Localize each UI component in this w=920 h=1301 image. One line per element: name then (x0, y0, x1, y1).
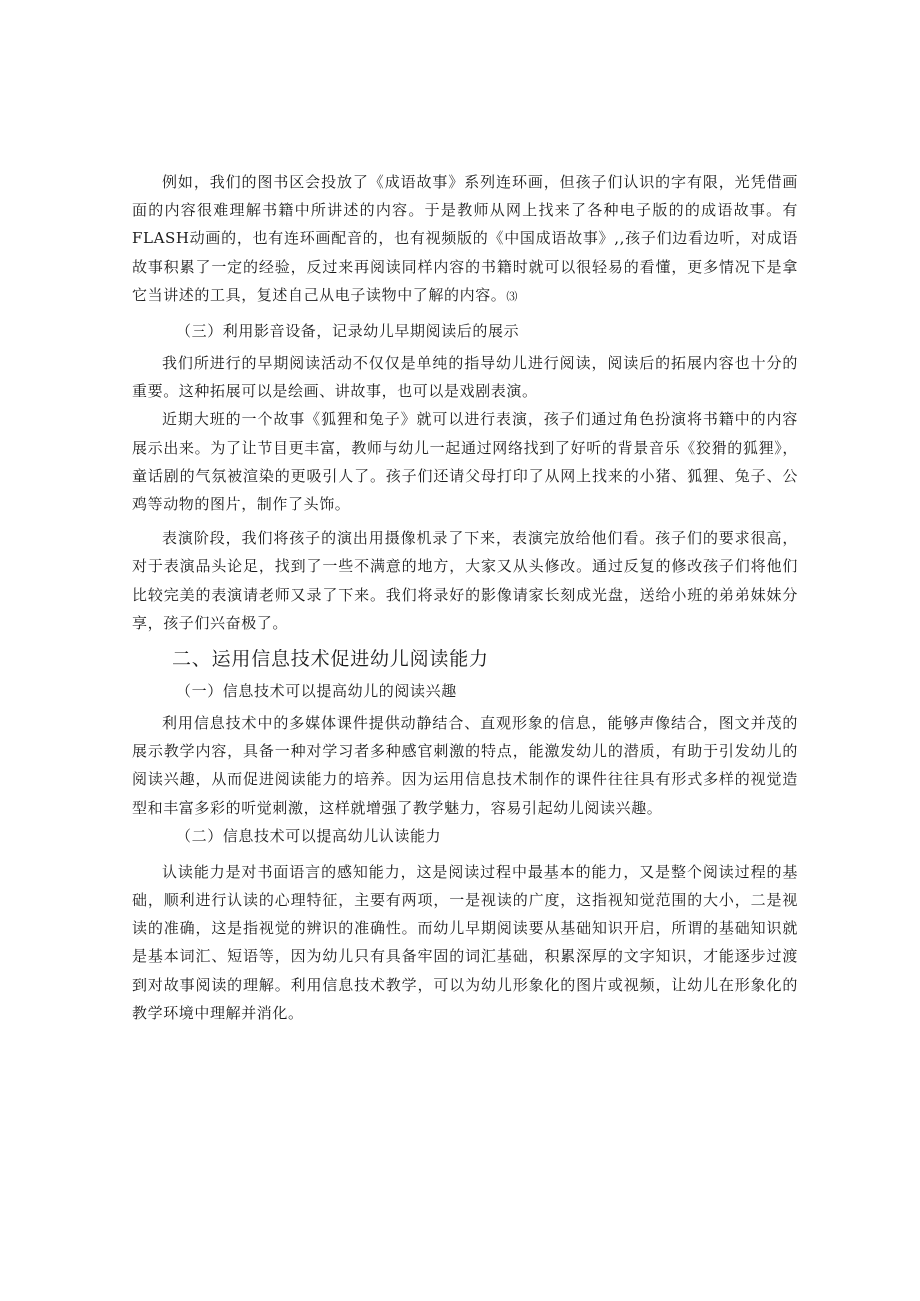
paragraph-reading-extension: 我们所进行的早期阅读活动不仅仅是单纯的指导幼儿进行阅读，阅读后的拓展内容也十分的重要。这种拓展可以是绘画、讲故事，也可以是戏剧表演。 (132, 354, 798, 401)
document-page (132, 168, 798, 1035)
paragraph-idiom-stories (132, 168, 798, 311)
subheading-record-performance: （三）利用影音设备，记录幼儿早期阅读后的展示 (176, 322, 520, 341)
paragraph-multimedia-courseware: 利用信息技术中的多媒体课件提供动静结合、直观形象的信息，能够声像结合，图文并茂的展示教学内容，具备一种对学习者多种感官刺激的特点，能激发幼儿的潜质，有助于引发幼儿的阅读兴趣，从而促进阅读能力的培养。因为运用信息技术制作的课件往往具有形式多样的视觉造型和丰富多彩的听觉刺激，这样就增强了教学魅力，容易引起幼儿阅读兴趣。 (132, 714, 798, 817)
subheading-recognition-ability: （二）信息技术可以提高幼儿认读能力 (176, 826, 442, 845)
paragraph-performance-stage: 表演阶段，我们将孩子的演出用摄像机录了下来，表演完放给他们看。孩子们的要求很高，对于表演品头论足，找到了一些不满意的地方，大家又从头修改。通过反复的修改孩子们将他们比较完美的表演请老师又录了下来。我们将录好的影像请家长刻成光盘，送给小班的弟弟妹妹分享，孩子们兴奋极了。 (132, 529, 798, 632)
section-heading-reading-ability: 二、运用信息技术促进幼儿阅读能力 (172, 648, 489, 671)
paragraph-idiom-stories-text: 例如，我们的图书区会投放了《成语故事》系列连环画，但孩子们认识的字有限，光凭借画面的内容很难理解书籍中所讲述的内容。于是教师从网上找来了各种电子版的的成语故事。有FLASH动画的，也有连环画配音的，也有视频版的《中国成语故事》,,孩子们边看边听，对成语故事积累了一定的经验，反过来再阅读同样内容的书籍时就可以很轻易的看懂，更多情况下是拿它当讲述的工具，复述自己从电子读物中了解的内容。 (132, 173, 798, 304)
paragraph-recognition-ability: 认读能力是对书面语言的感知能力，这是阅读过程中最基本的能力，又是整个阅读过程的基础，顺利进行认读的心理特征，主要有两项，一是视读的广度，这指视知觉范围的大小，二是视读的准确，这是指视觉的辨识的准确性。而幼儿早期阅读要从基础知识开启，所谓的基础知识就是基本词汇、短语等，因为幼儿只有具备牢固的词汇基础，积累深厚的文字知识，才能逐步过渡到对故事阅读的理解。利用信息技术教学，可以为幼儿形象化的图片或视频，让幼儿在形象化的教学环境中理解并消化。 (132, 862, 798, 1022)
footnote-reference: ⑶ (506, 289, 519, 303)
paragraph-fox-and-rabbit: 近期大班的一个故事《狐狸和兔子》就可以进行表演，孩子们通过角色扮演将书籍中的内容展示出来。为了让节目更丰富，教师与幼儿一起通过网络找到了好听的背景音乐《狡猾的狐狸》，童话剧的气氛被渲染的更吸引人了。孩子们还请父母打印了从网上找来的小猪、狐狸、兔子、公鸡等动物的图片，制作了头饰。 (132, 410, 798, 514)
subheading-reading-interest: （一）信息技术可以提高幼儿的阅读兴趣 (176, 682, 457, 701)
